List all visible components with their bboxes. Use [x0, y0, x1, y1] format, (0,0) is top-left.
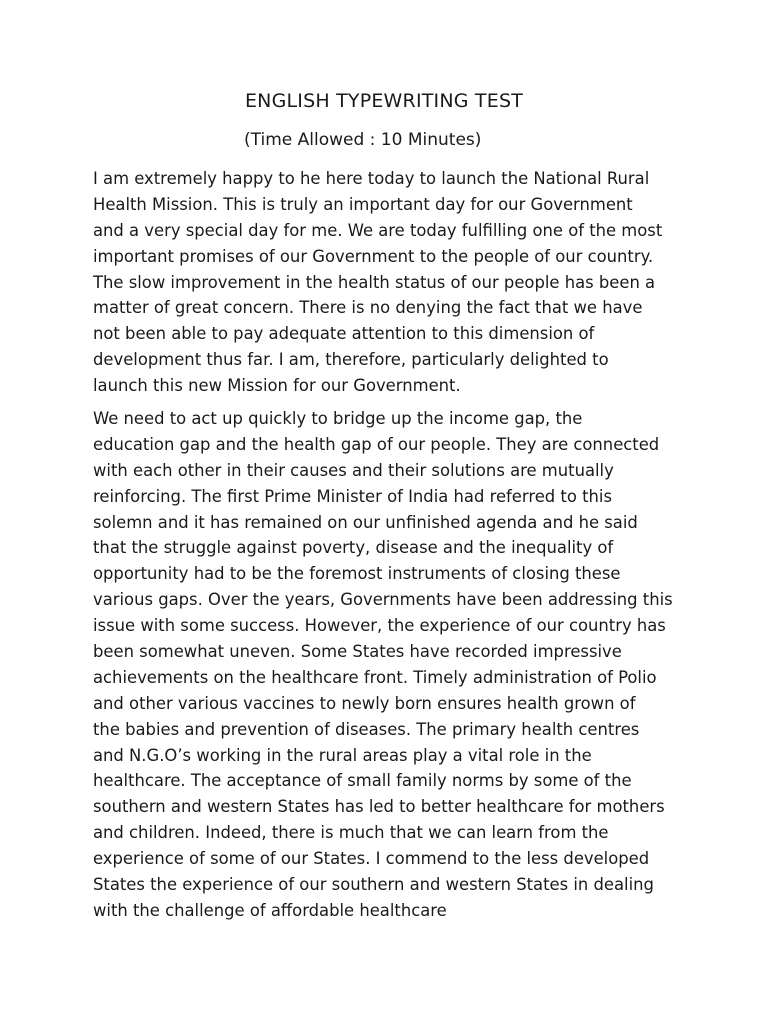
paragraph-line: that the struggle against poverty, disease and the inequality of: [93, 538, 614, 558]
paragraph-line: Health Mission. This is truly an important day for our Government: [93, 194, 633, 214]
document-title: ENGLISH TYPEWRITING TEST: [244, 90, 524, 112]
paragraph-line: and other various vaccines to newly born ensures health grown of: [93, 693, 636, 713]
paragraph-line: southern and western States has led to better healthcare for mothers: [93, 797, 665, 817]
paragraph-2: [93, 406, 683, 924]
paragraph-line: development thus far. I am, therefore, particularly delighted to: [93, 350, 609, 370]
paragraph-line: not been able to pay adequate attention to this dimension of: [93, 324, 595, 344]
paragraph-line: solemn and it has remained on our unfinished agenda and he said: [93, 512, 638, 532]
paragraph-line: with each other in their causes and their solutions are mutually: [93, 460, 614, 480]
paragraph-line: important promises of our Government to the people of our country.: [93, 246, 654, 266]
paragraph-line: achievements on the healthcare front. Timely administration of Polio: [93, 667, 657, 687]
paragraph-1: [93, 166, 683, 399]
paragraph-line: the babies and prevention of diseases. The primary health centres: [93, 719, 640, 739]
paragraph-line: launch this new Mission for our Government.: [93, 376, 461, 396]
paragraph-line: experience of some of our States. I commend to the less developed: [93, 849, 650, 869]
paragraph-line: I am extremely happy to he here today to launch the National Rural: [93, 169, 650, 188]
paragraph-line: matter of great concern. There is no denying the fact that we have: [93, 298, 643, 318]
paragraph-line: We need to act up quickly to bridge up the income gap, the: [93, 409, 583, 428]
paragraph-line: States the experience of our southern and western States in dealing: [93, 875, 654, 895]
paragraph-line: and children. Indeed, there is much that we can learn from the: [93, 823, 609, 843]
paragraph-line: various gaps. Over the years, Governments have been addressing this: [93, 590, 673, 610]
paragraph-line: education gap and the health gap of our people. They are connected: [93, 434, 660, 454]
paragraph-line: been somewhat uneven. Some States have recorded impressive: [93, 642, 622, 662]
paragraph-line: The slow improvement in the health status of our people has been a: [93, 272, 656, 292]
paragraph-line: opportunity had to be the foremost instruments of closing these: [93, 564, 621, 584]
paragraph-line: and N.G.O’s working in the rural areas play a vital role in the: [93, 745, 592, 765]
paragraph-line: issue with some success. However, the experience of our country has: [93, 616, 666, 636]
paragraph-line: with the challenge of affordable healthcare: [93, 900, 447, 920]
document-subtitle: (Time Allowed : 10 Minutes): [244, 130, 482, 150]
paragraph-line: healthcare. The acceptance of small family norms by some of the: [93, 771, 632, 791]
paragraph-line: and a very special day for me. We are today fulfilling one of the most: [93, 220, 663, 240]
paragraph-line: reinforcing. The first Prime Minister of India had referred to this: [93, 486, 612, 506]
